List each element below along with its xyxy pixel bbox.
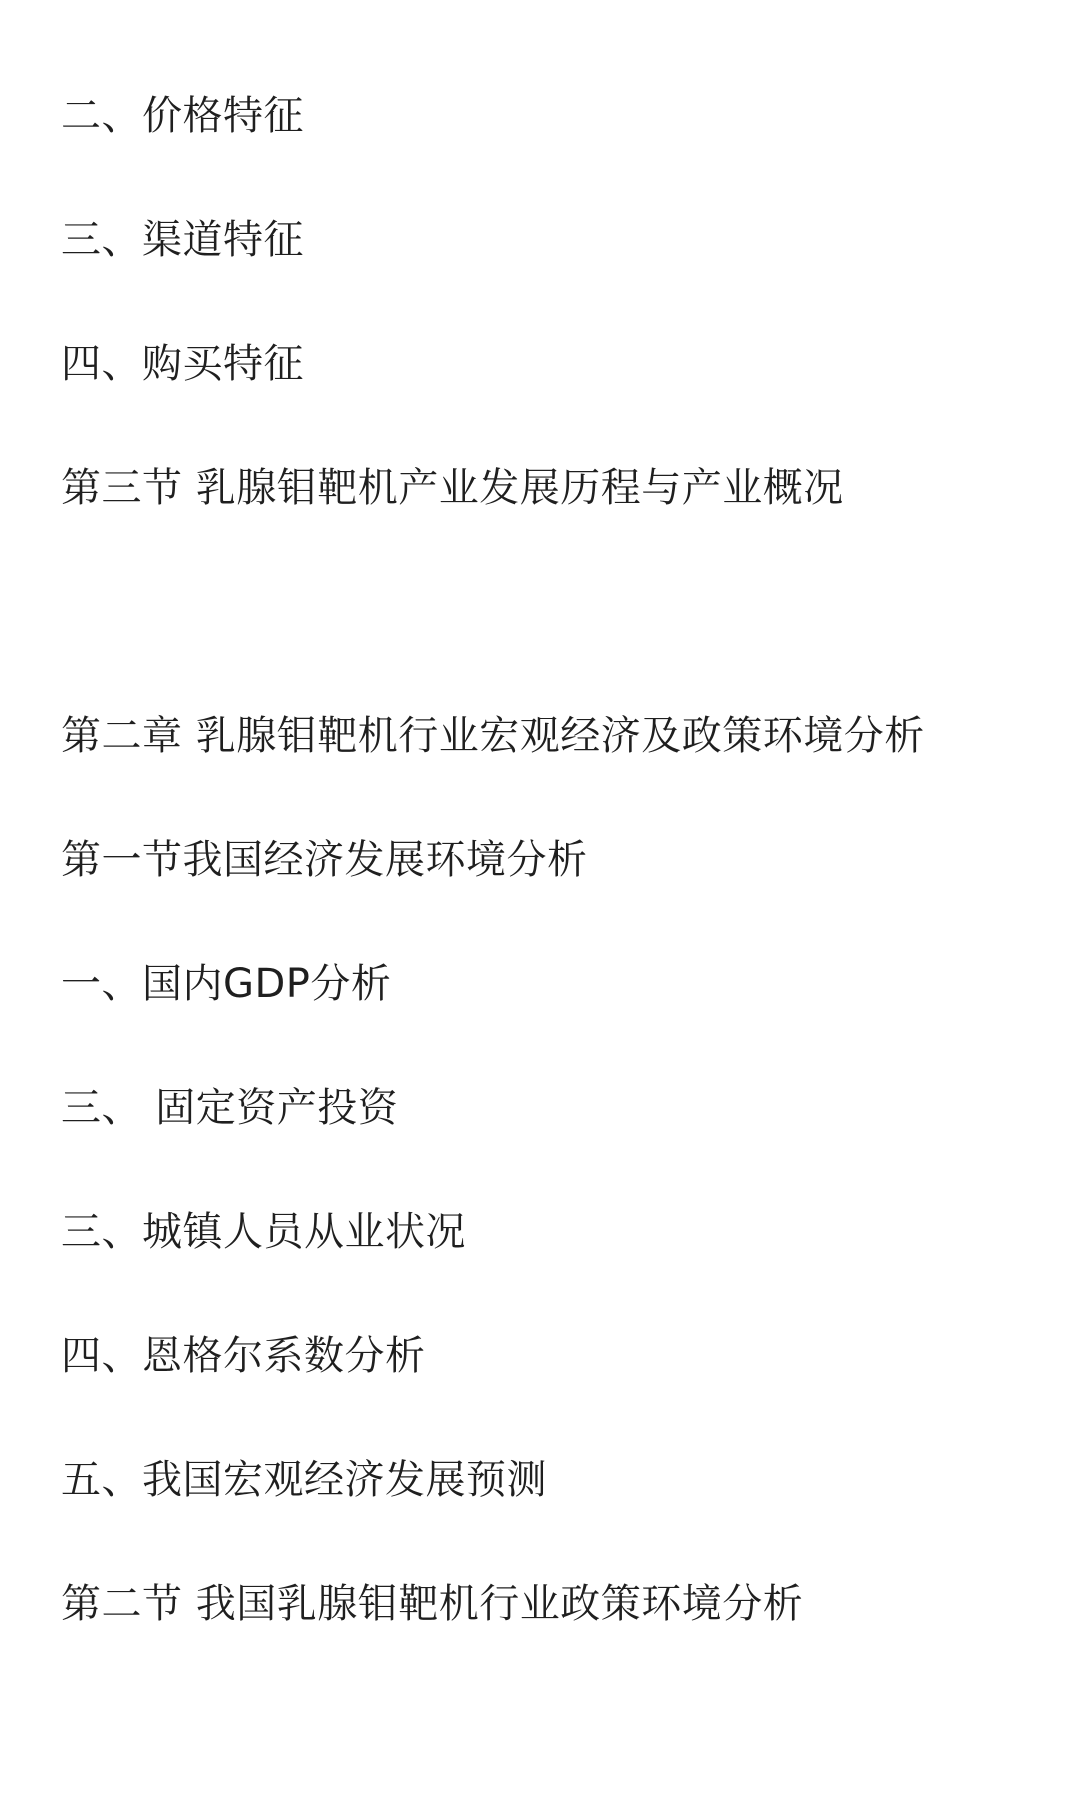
toc-item: 一、国内GDP分析 xyxy=(61,961,392,1007)
toc-item: 五、我国宏观经济发展预测 xyxy=(61,1457,547,1503)
toc-item: 三、 固定资产投资 xyxy=(61,1085,399,1131)
toc-item: 三、渠道特征 xyxy=(61,217,304,263)
toc-item: 四、购买特征 xyxy=(61,341,304,387)
toc-item: 二、价格特征 xyxy=(61,93,304,139)
section-heading: 第三节 乳腺钼靶机产业发展历程与产业概况 xyxy=(61,465,844,511)
chapter-heading: 第二章 乳腺钼靶机行业宏观经济及政策环境分析 xyxy=(61,713,925,759)
toc-item: 四、恩格尔系数分析 xyxy=(61,1333,426,1379)
section-heading: 第二节 我国乳腺钼靶机行业政策环境分析 xyxy=(61,1581,804,1627)
section-heading: 第一节我国经济发展环境分析 xyxy=(61,837,588,883)
toc-item: 三、城镇人员从业状况 xyxy=(61,1209,466,1255)
